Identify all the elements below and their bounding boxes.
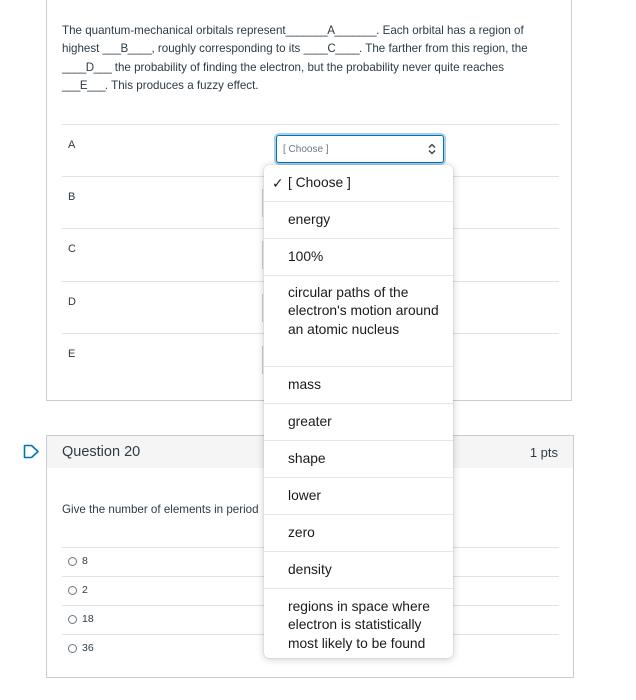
question-text-part: . The farther from this region, the bbox=[359, 42, 528, 56]
answer-select-b[interactable] bbox=[262, 189, 263, 217]
dropdown-option-zero[interactable] bbox=[264, 515, 453, 552]
answer-select-e[interactable] bbox=[262, 346, 263, 374]
dropdown-option-circular-paths[interactable] bbox=[264, 276, 453, 367]
option-label: zero bbox=[288, 525, 315, 540]
match-label-a: A bbox=[68, 139, 76, 151]
option-label: mass bbox=[288, 377, 321, 392]
blank-e: ___E___ bbox=[62, 78, 105, 92]
radio-button[interactable] bbox=[68, 644, 77, 653]
answer-select-c[interactable] bbox=[262, 241, 263, 269]
dropdown-option-mass[interactable] bbox=[264, 367, 453, 404]
radio-button[interactable] bbox=[68, 557, 77, 566]
answer-label: 18 bbox=[82, 613, 94, 625]
option-label: lower bbox=[288, 488, 321, 503]
question-title: Question 20 bbox=[62, 444, 141, 460]
question-prompt: Give the number of elements in period bbox=[62, 503, 259, 516]
match-label-b: B bbox=[68, 191, 76, 203]
option-label: greater bbox=[288, 414, 332, 429]
question-text-part: , roughly corresponding to its bbox=[151, 42, 304, 56]
match-label-c: C bbox=[68, 243, 76, 255]
blank-d: ____D___ bbox=[62, 60, 112, 74]
answer-label: 8 bbox=[82, 555, 88, 567]
option-label: density bbox=[288, 562, 332, 577]
blank-c: ____C____ bbox=[303, 42, 360, 56]
answer-select-d[interactable] bbox=[262, 294, 263, 322]
dropdown-option-energy[interactable] bbox=[264, 202, 453, 239]
dropdown-option-shape[interactable] bbox=[264, 441, 453, 478]
checkmark-icon: ✓ bbox=[272, 176, 284, 191]
match-label-d: D bbox=[68, 296, 76, 308]
option-label: regions in space where electron is statistically most likely to be found bbox=[288, 599, 430, 651]
answer-label: 2 bbox=[82, 584, 88, 596]
dropdown-option-100-percent[interactable] bbox=[264, 239, 453, 276]
question-text-part: the probability of finding the electron, but the probability never quite reaches bbox=[111, 60, 505, 74]
question-text-part: . This produces a fuzzy effect. bbox=[104, 78, 259, 92]
option-label: shape bbox=[288, 451, 326, 466]
option-label: energy bbox=[288, 212, 331, 227]
dropdown-option-regions-in-space[interactable] bbox=[264, 589, 453, 658]
select-arrows-icon bbox=[428, 143, 436, 155]
option-label: [ Choose ] bbox=[288, 175, 351, 190]
radio-button[interactable] bbox=[68, 586, 77, 595]
dropdown-option-greater[interactable] bbox=[264, 404, 453, 441]
dropdown-option-density[interactable] bbox=[264, 552, 453, 589]
answer-dropdown-menu bbox=[264, 165, 453, 658]
question-text-part: The quantum-mechanical orbitals represent bbox=[62, 24, 286, 37]
question-text bbox=[62, 22, 552, 95]
select-value: [ Choose ] bbox=[283, 144, 329, 155]
blank-b: ___B____ bbox=[102, 42, 152, 56]
question-points: 1 pts bbox=[529, 445, 558, 460]
answer-select-a[interactable] bbox=[276, 135, 444, 163]
dropdown-option-lower[interactable] bbox=[264, 478, 453, 515]
question-text-part: . Each orbital has a region of highest bbox=[62, 24, 524, 56]
blank-a: _______A_______ bbox=[285, 24, 377, 37]
option-label: circular paths of the electron's motion around an atomic nucleus bbox=[288, 285, 439, 337]
match-label-e: E bbox=[68, 348, 76, 360]
flag-question-icon[interactable] bbox=[23, 444, 40, 459]
dropdown-option-choose[interactable] bbox=[264, 165, 453, 202]
option-label: 100% bbox=[288, 249, 324, 264]
radio-button[interactable] bbox=[68, 615, 77, 624]
answer-label: 36 bbox=[82, 642, 94, 654]
